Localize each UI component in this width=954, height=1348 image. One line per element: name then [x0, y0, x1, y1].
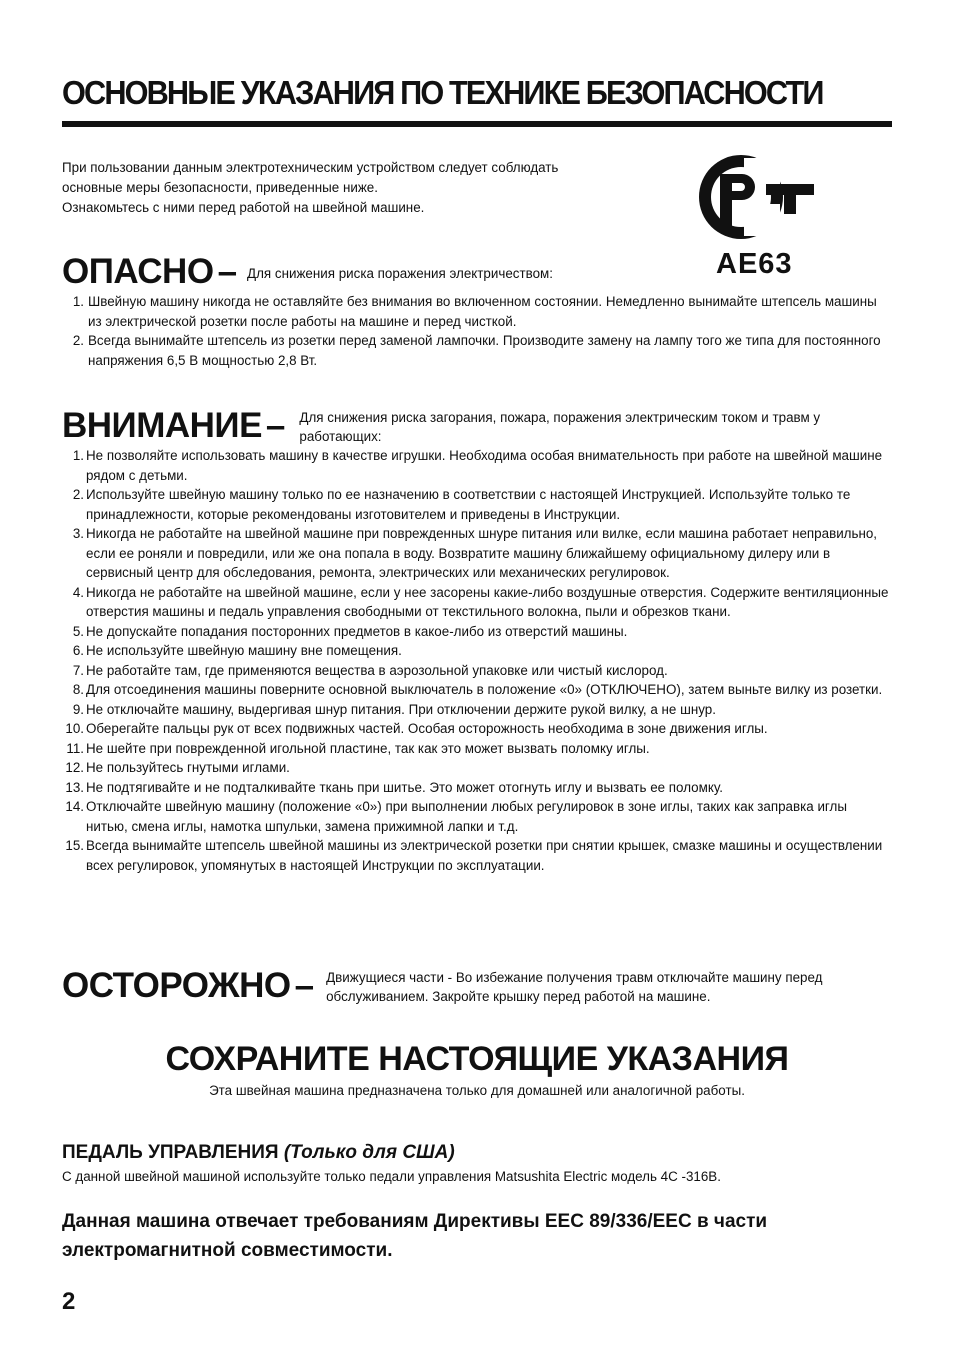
- item-text: Отключайте швейную машину (положение «0») при выполнении любых регулировок в зоне иглы, таких как заправка иглы нитью, смена иглы, намотка шпульки, замена прижимной лапки и т.д.: [86, 799, 847, 834]
- list-item: [62, 758, 892, 778]
- item-number: 1.: [72, 294, 84, 309]
- pedal-title-note: (Только для США): [283, 1142, 455, 1163]
- item-number: 12.: [65, 760, 84, 775]
- pedal-heading: [62, 1142, 455, 1164]
- list-item: [62, 446, 892, 485]
- item-number: 1.: [72, 448, 84, 463]
- item-number: 5.: [72, 623, 84, 639]
- item-number: 8.: [72, 682, 84, 697]
- item-number: 6.: [72, 643, 84, 658]
- list-item: [62, 292, 892, 331]
- item-number: 9.: [72, 701, 84, 717]
- item-text: Никогда не работайте на швейной машине при поврежденных шнуре питания или вилке, если машина работает неправильно, если ее роняли и повредили, или же она попала в воду. Возвратите машину ближайшему официальному дилеру или в сервисный центр для обследования, ремонта, электрических или механических регулировок.: [86, 526, 878, 580]
- item-number: 7.: [72, 662, 84, 678]
- warning-note: Для снижения риска загорания, пожара, поражения электрическим током и травм у работающих:: [299, 410, 821, 444]
- danger-heading: ОПАСНО: [62, 252, 214, 291]
- item-text: Не пользуйтесь гнутыми иглами.: [86, 760, 290, 775]
- title-underline: [62, 121, 892, 127]
- warning-heading-row: [62, 408, 879, 446]
- danger-note: Для снижения риска поражения электричеством:: [247, 266, 553, 281]
- list-item: [62, 331, 892, 370]
- item-text: Для отсоединения машины поверните основной выключатель в положение «0» (ОТКЛЮЧЕНО), затем выньте вилку из розетки.: [86, 682, 883, 697]
- item-text: Не допускайте попадания посторонних предметов в какое-либо из отверстий машины.: [86, 623, 628, 639]
- caution-heading: ОСТОРОЖНО: [62, 966, 291, 1005]
- list-item: [62, 778, 892, 798]
- danger-heading-row: [62, 254, 553, 290]
- item-text: Не работайте там, где применяются вещества в аэрозольной упаковке или чистый кислород.: [86, 662, 668, 678]
- item-text: Никогда не работайте на швейной машине, если у нее засорены какие-либо воздушные отверстия. Содержите вентиляционные отверстия машины и педаль управления свободными от текстильного волокна, пыли и обрезков ткани.: [86, 584, 889, 619]
- caution-heading-row: [62, 968, 876, 1006]
- intro-text: [62, 158, 662, 218]
- item-number: 2.: [72, 487, 84, 502]
- list-item: [62, 680, 892, 700]
- emc-statement: Данная машина отвечает требованиям Директивы EEC 89/336/EEC в части электромагнитной совместимости.: [62, 1211, 768, 1261]
- list-item: [62, 797, 892, 836]
- intro-line: При пользовании данным электротехническим устройством следует соблюдать: [62, 160, 559, 175]
- item-number: 11.: [66, 740, 84, 756]
- warning-dash: –: [265, 406, 286, 445]
- caution-note: Движущиеся части - Во избежание получения травм отключайте машину перед обслуживанием. Закройте крышку перед работой на машине.: [326, 970, 823, 1004]
- save-instructions-title: СОХРАНИТЕ НАСТОЯЩИЕ УКАЗАНИЯ: [165, 1040, 789, 1078]
- warning-heading: ВНИМАНИЕ: [62, 406, 262, 445]
- list-item: [62, 583, 892, 622]
- list-item: [62, 485, 892, 524]
- item-text: Не используйте швейную машину вне помещения.: [86, 643, 402, 658]
- save-instructions-subtitle: Эта швейная машина предназначена только для домашней или аналогичной работы.: [209, 1083, 745, 1098]
- item-number: 2.: [72, 333, 84, 348]
- rst-logo-icon: [694, 150, 819, 250]
- item-text: Всегда вынимайте штепсель из розетки перед заменой лампочки. Производите замену на лампу того же типа для постоянного напряжения 6,5 В мощностью 2,8 Вт.: [88, 333, 881, 368]
- list-item: [62, 641, 892, 661]
- danger-dash: –: [217, 252, 238, 291]
- list-item: [62, 719, 892, 739]
- item-number: 15.: [65, 838, 84, 853]
- page-number: 2: [62, 1288, 76, 1315]
- intro-line: основные меры безопасности, приведенные ниже.: [62, 180, 378, 195]
- item-text: Оберегайте пальцы рук от всех подвижных частей. Особая осторожность необходима в зоне движения иглы.: [86, 721, 768, 736]
- item-number: 14.: [65, 799, 84, 814]
- intro-line: Ознакомьтесь с ними перед работой на швейной машине.: [62, 200, 425, 215]
- list-item: [62, 739, 892, 759]
- item-number: 10.: [65, 721, 84, 736]
- item-number: 13.: [65, 779, 84, 795]
- item-text: Не подтягивайте и не подталкивайте ткань при шитье. Это может отогнуть иглу и вызвать ее поломку.: [86, 779, 723, 795]
- warning-list: [62, 446, 892, 875]
- certification-mark: [694, 150, 819, 280]
- item-text: Используйте швейную машину только по ее назначению в соответствии с настоящей Инструкцией. Используйте только те принадлежности, которые рекомендованы изготовителем и приведены в Инструкции.: [86, 487, 851, 522]
- list-item: [62, 524, 892, 583]
- pedal-text: С данной швейной машиной используйте только педали управления Matsushita Electric модель 4C -316B.: [62, 1169, 721, 1184]
- item-text: Не позволяйте использовать машину в качестве игрушки. Необходима особая внимательность при работе на швейной машине рядом с детьми.: [86, 448, 883, 483]
- list-item: [62, 661, 892, 681]
- item-number: 4.: [72, 584, 84, 600]
- certification-code: AE63: [716, 248, 793, 280]
- item-text: Не шейте при поврежденной игольной пластине, так как это может вызвать поломку иглы.: [86, 740, 650, 756]
- page-title: ОСНОВНЫЕ УКАЗАНИЯ ПО ТЕХНИКЕ БЕЗОПАСНОСТИ: [62, 74, 823, 111]
- pedal-title: ПЕДАЛЬ УПРАВЛЕНИЯ: [62, 1142, 279, 1163]
- danger-list: [62, 292, 892, 370]
- list-item: [62, 836, 892, 875]
- list-item: [62, 700, 892, 720]
- item-text: Швейную машину никогда не оставляйте без внимания во включенном состоянии. Немедленно вынимайте штепсель машины из электрической розетки после работы на машине и перед чисткой.: [88, 294, 877, 329]
- caution-dash: –: [294, 966, 315, 1005]
- list-item: [62, 622, 892, 642]
- item-text: Всегда вынимайте штепсель швейной машины из электрической розетки при снятии крышек, смазке машины и осуществлении всех регулировок, упомянутых в настоящей Инструкции по эксплуатации.: [86, 838, 883, 873]
- item-number: 3.: [72, 526, 84, 541]
- item-text: Не отключайте машину, выдергивая шнур питания. При отключении держите рукой вилку, а не шнур.: [86, 701, 716, 717]
